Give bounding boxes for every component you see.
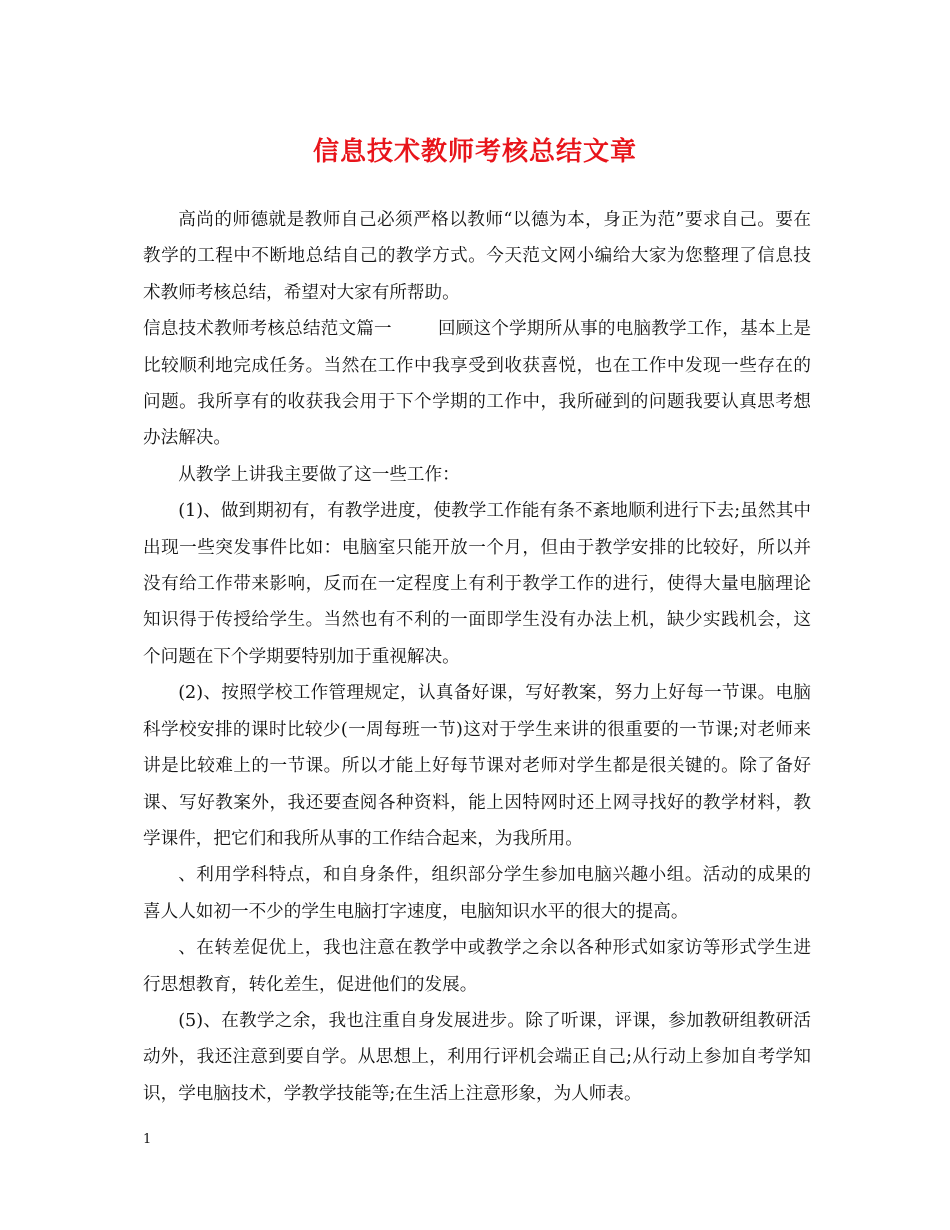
- body-paragraph: 、利用学科特点，和自身条件，组织部分学生参加电脑兴趣小组。活动的成果的喜人人如初一不少的学生电脑打字速度，电脑知识水平的很大的提高。: [143, 865, 811, 922]
- document-body: [143, 202, 811, 1112]
- section-paragraph: [143, 311, 811, 457]
- body-paragraph: (2)、按照学校工作管理规定，认真备好课，写好教案，努力上好每一节课。电脑科学校安排的课时比较少(一周每班一节)这对于学生来讲的很重要的一节课;对老师来讲是比较难上的一节课。所以才能上好每节课对老师对学生都是很关键的。除了备好课、写好教案外，我还要查阅各种资料，能上因特网时还上网寻找好的教学材料，教学课件，把它们和我所从事的工作结合起来，为我所用。: [143, 683, 811, 849]
- body-paragraph: (1)、做到期初有，有教学进度，使教学工作能有条不紊地顺利进行下去;虽然其中出现一些突发事件比如：电脑室只能开放一个月，但由于教学安排的比较好，所以并没有给工作带来影响，反而在一定程度上有利于教学工作的进行，使得大量电脑理论知识得于传授给学生。当然也有不利的一面即学生没有办法上机，缺少实践机会，这个问题在下个学期要特别加于重视解决。: [143, 501, 811, 667]
- section-text: 回顾这个学期所从事的电脑教学工作，基本上是比较顺利地完成任务。当然在工作中我享受到收获喜悦，也在工作中发现一些存在的问题。我所享有的收获我会用于下个学期的工作中，我所碰到的问题我要认真思考想办法解决。: [143, 319, 811, 449]
- body-paragraph: 从教学上讲我主要做了这一些工作：: [178, 464, 460, 485]
- body-paragraph: 、在转差促优上，我也注意在教学中或教学之余以各种形式如家访等形式学生进行思想教育，转化差生，促进他们的发展。: [143, 938, 811, 995]
- document-title: 信息技术教师考核总结文章: [312, 137, 637, 167]
- section-heading: 信息技术教师考核总结范文篇一: [143, 319, 392, 340]
- page-number: 1: [143, 1132, 152, 1147]
- body-paragraph: (5)、在教学之余，我也注重自身发展进步。除了听课，评课，参加教研组教研活动外，我还注意到要自学。从思想上，利用行评机会端正自己;从行动上参加自考学知识，学电脑技术，学教学技能等;在生活上注意形象，为人师表。: [143, 1010, 811, 1104]
- intro-paragraph: 高尚的师德就是教师自己必须严格以教师“以德为本，身正为范”要求自己。要在教学的工程中不断地总结自己的教学方式。今天范文网小编给大家为您整理了信息技术教师考核总结，希望对大家有所帮助。: [143, 210, 811, 303]
